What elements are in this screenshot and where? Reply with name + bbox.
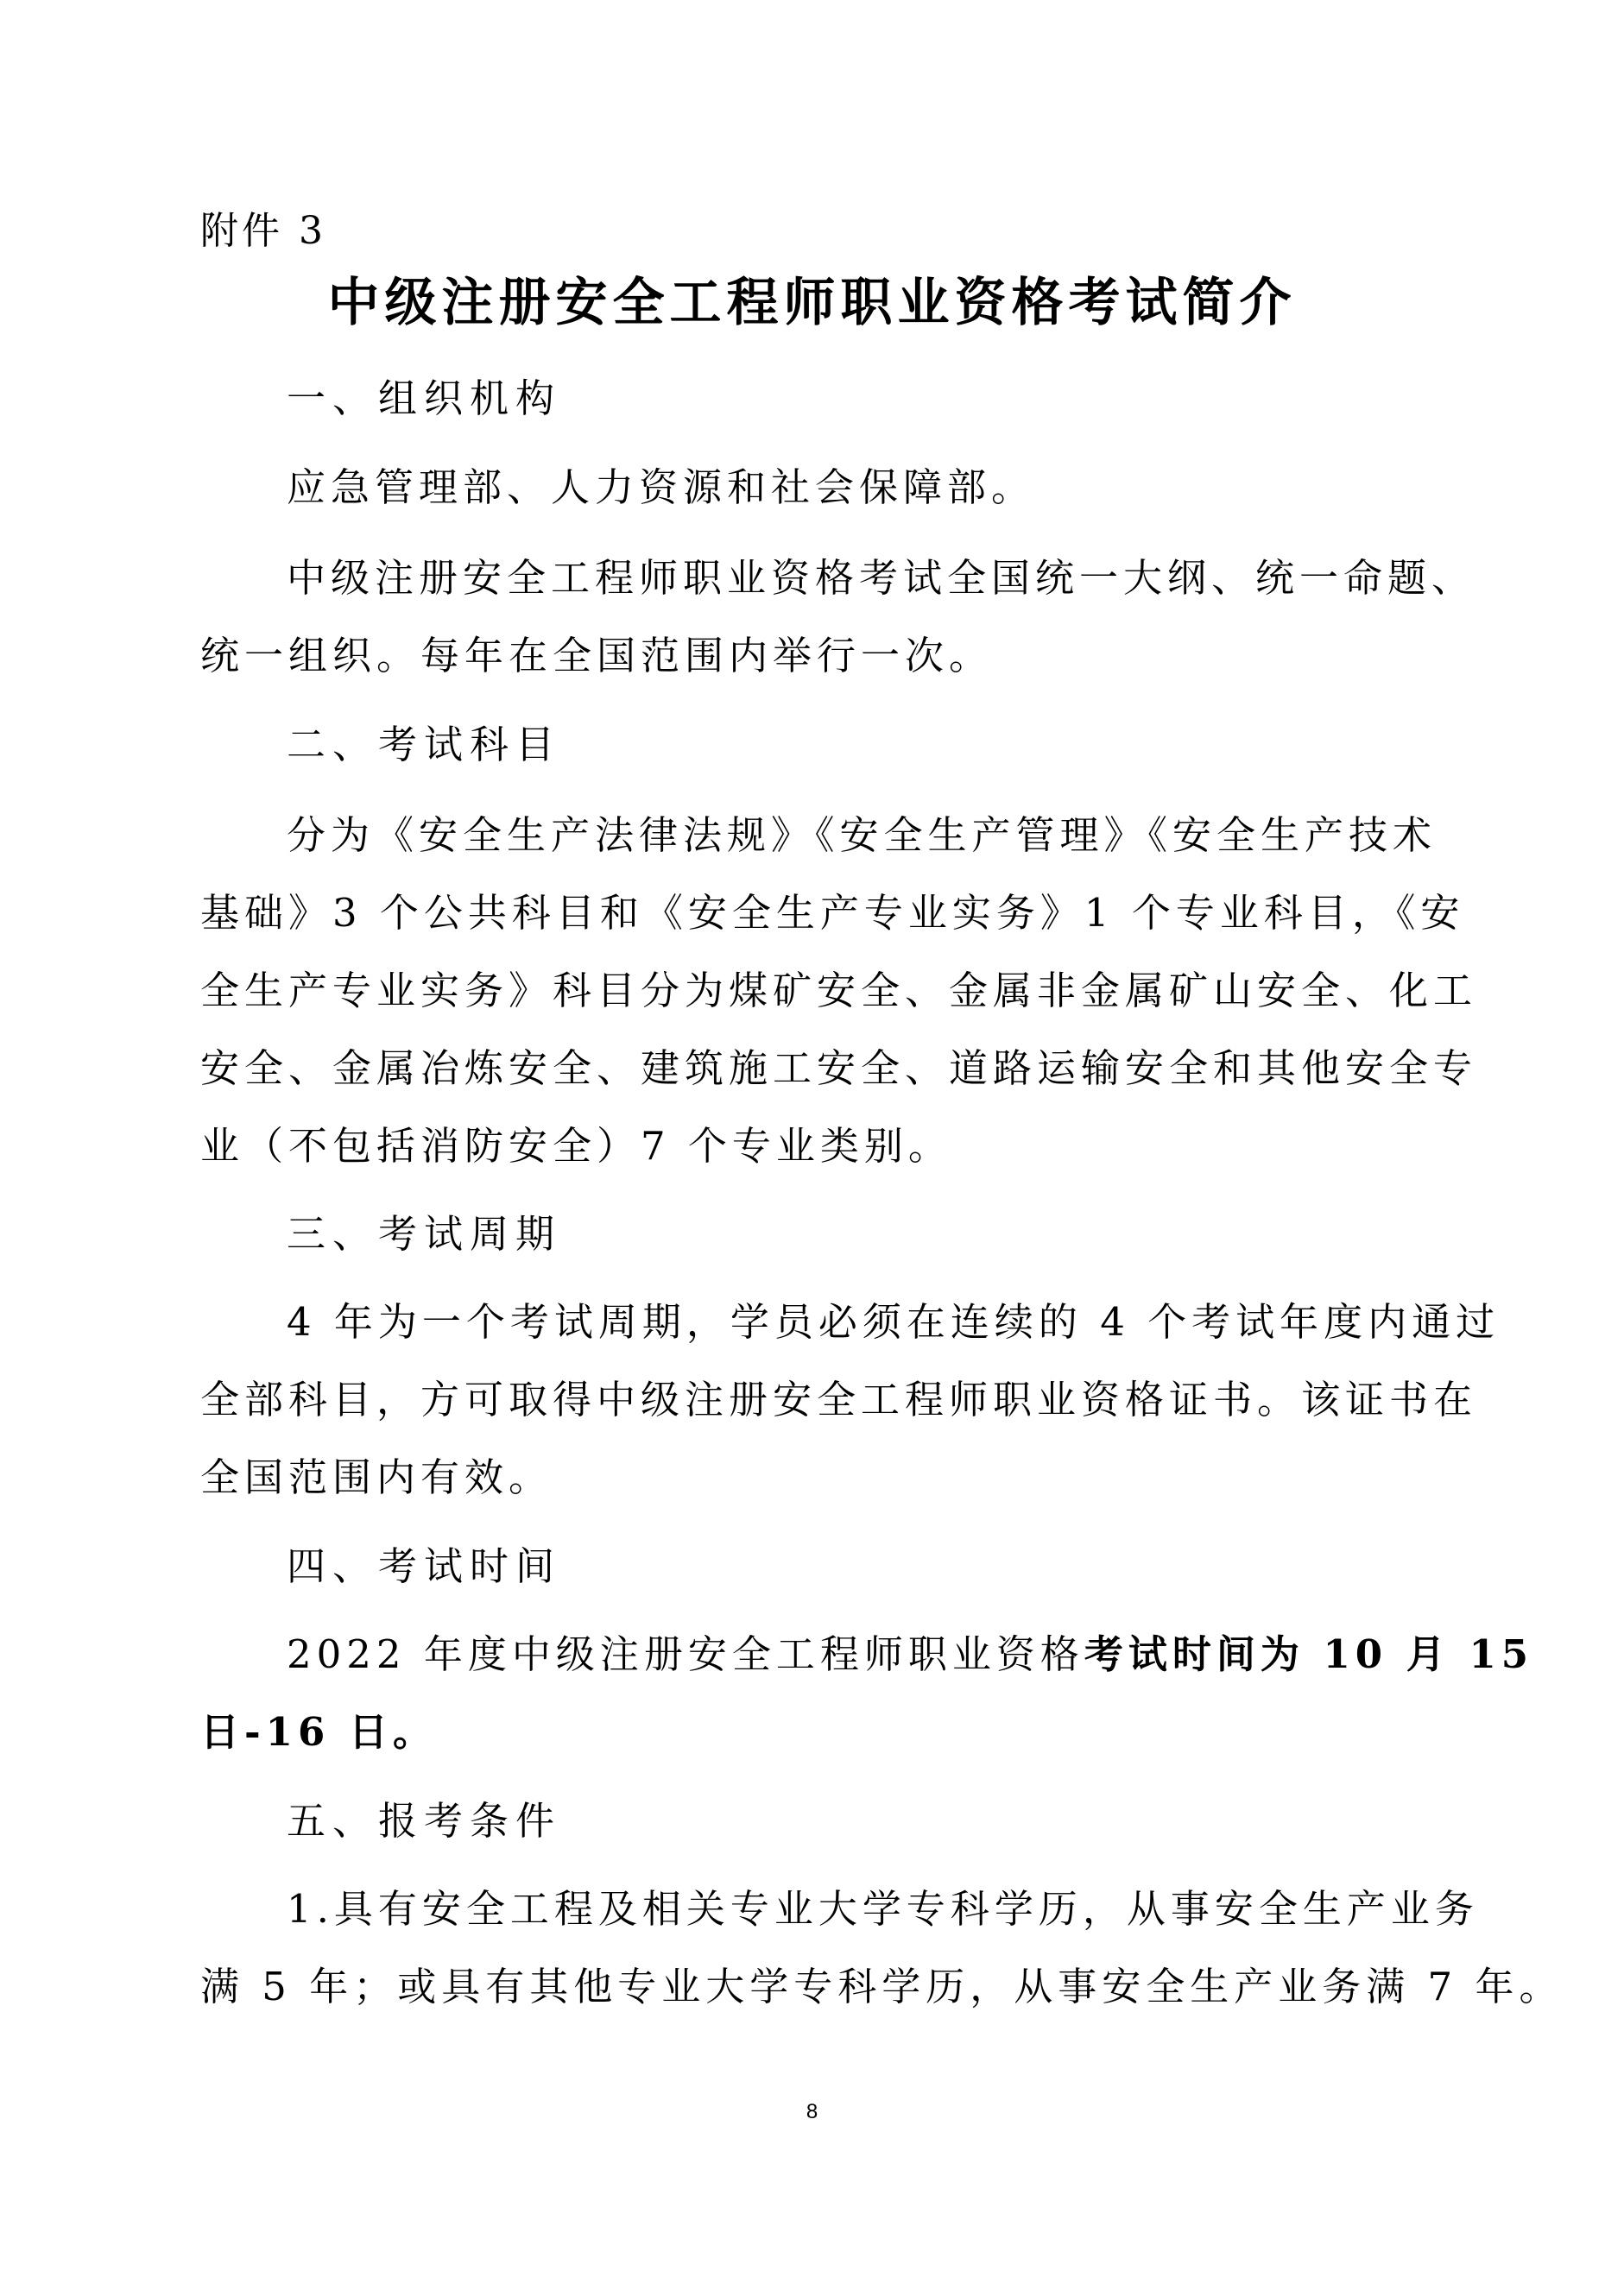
paragraph-line: 全国范围内有效。 bbox=[200, 1454, 553, 1500]
paragraph-line: 满 5 年；或具有其他专业大学专科学历，从事安全生产业务满 7 年。 bbox=[200, 1964, 1564, 2009]
section-heading-exam-time: 四、考试时间 bbox=[287, 1543, 562, 1589]
paragraph-line: 安全、金属冶炼安全、建筑施工安全、道路运输安全和其他安全专 bbox=[200, 1045, 1478, 1091]
section-heading-cycle: 三、考试周期 bbox=[287, 1211, 562, 1257]
paragraph-line: 中级注册安全工程师职业资格考试全国统一大纲、统一命题、 bbox=[287, 555, 1476, 601]
paragraph-line-exam-time bbox=[287, 1629, 1534, 1681]
section-heading-organization: 一、组织机构 bbox=[287, 375, 562, 421]
attachment-label: 附件 3 bbox=[200, 209, 326, 253]
paragraph-line: 1.具有安全工程及相关专业大学专科学历，从事安全生产业务 bbox=[287, 1886, 1479, 1932]
page-number: 8 bbox=[806, 2100, 818, 2123]
exam-time-emphasis-continued: 日-16 日。 bbox=[200, 1709, 437, 1755]
paragraph-line: 应急管理部、人力资源和社会保障部。 bbox=[287, 464, 1036, 510]
exam-time-emphasis: 考试时间为 10 月 15 bbox=[1084, 1631, 1534, 1677]
paragraph-line: 业（不包括消防安全）7 个专业类别。 bbox=[200, 1123, 952, 1169]
exam-time-text: 2022 年度中级注册安全工程师职业资格 bbox=[287, 1631, 1084, 1677]
section-heading-subjects: 二、考试科目 bbox=[287, 722, 562, 767]
document-title: 中级注册安全工程师职业资格考试简介 bbox=[327, 273, 1297, 333]
paragraph-line: 全生产专业实务》科目分为煤矿安全、金属非金属矿山安全、化工 bbox=[200, 968, 1478, 1013]
paragraph-line: 4 年为一个考试周期，学员必须在连续的 4 个考试年度内通过 bbox=[287, 1299, 1501, 1345]
paragraph-line: 基础》3 个公共科目和《安全生产专业实务》1 个专业科目，《安 bbox=[200, 890, 1465, 936]
paragraph-line: 统一组织。每年在全国范围内举行一次。 bbox=[200, 633, 994, 678]
paragraph-line: 分为《安全生产法律法规》《安全生产管理》《安全生产技术 bbox=[287, 812, 1438, 858]
paragraph-line: 全部科目，方可取得中级注册安全工程师职业资格证书。该证书在 bbox=[200, 1377, 1478, 1422]
section-heading-eligibility: 五、报考条件 bbox=[287, 1798, 562, 1844]
